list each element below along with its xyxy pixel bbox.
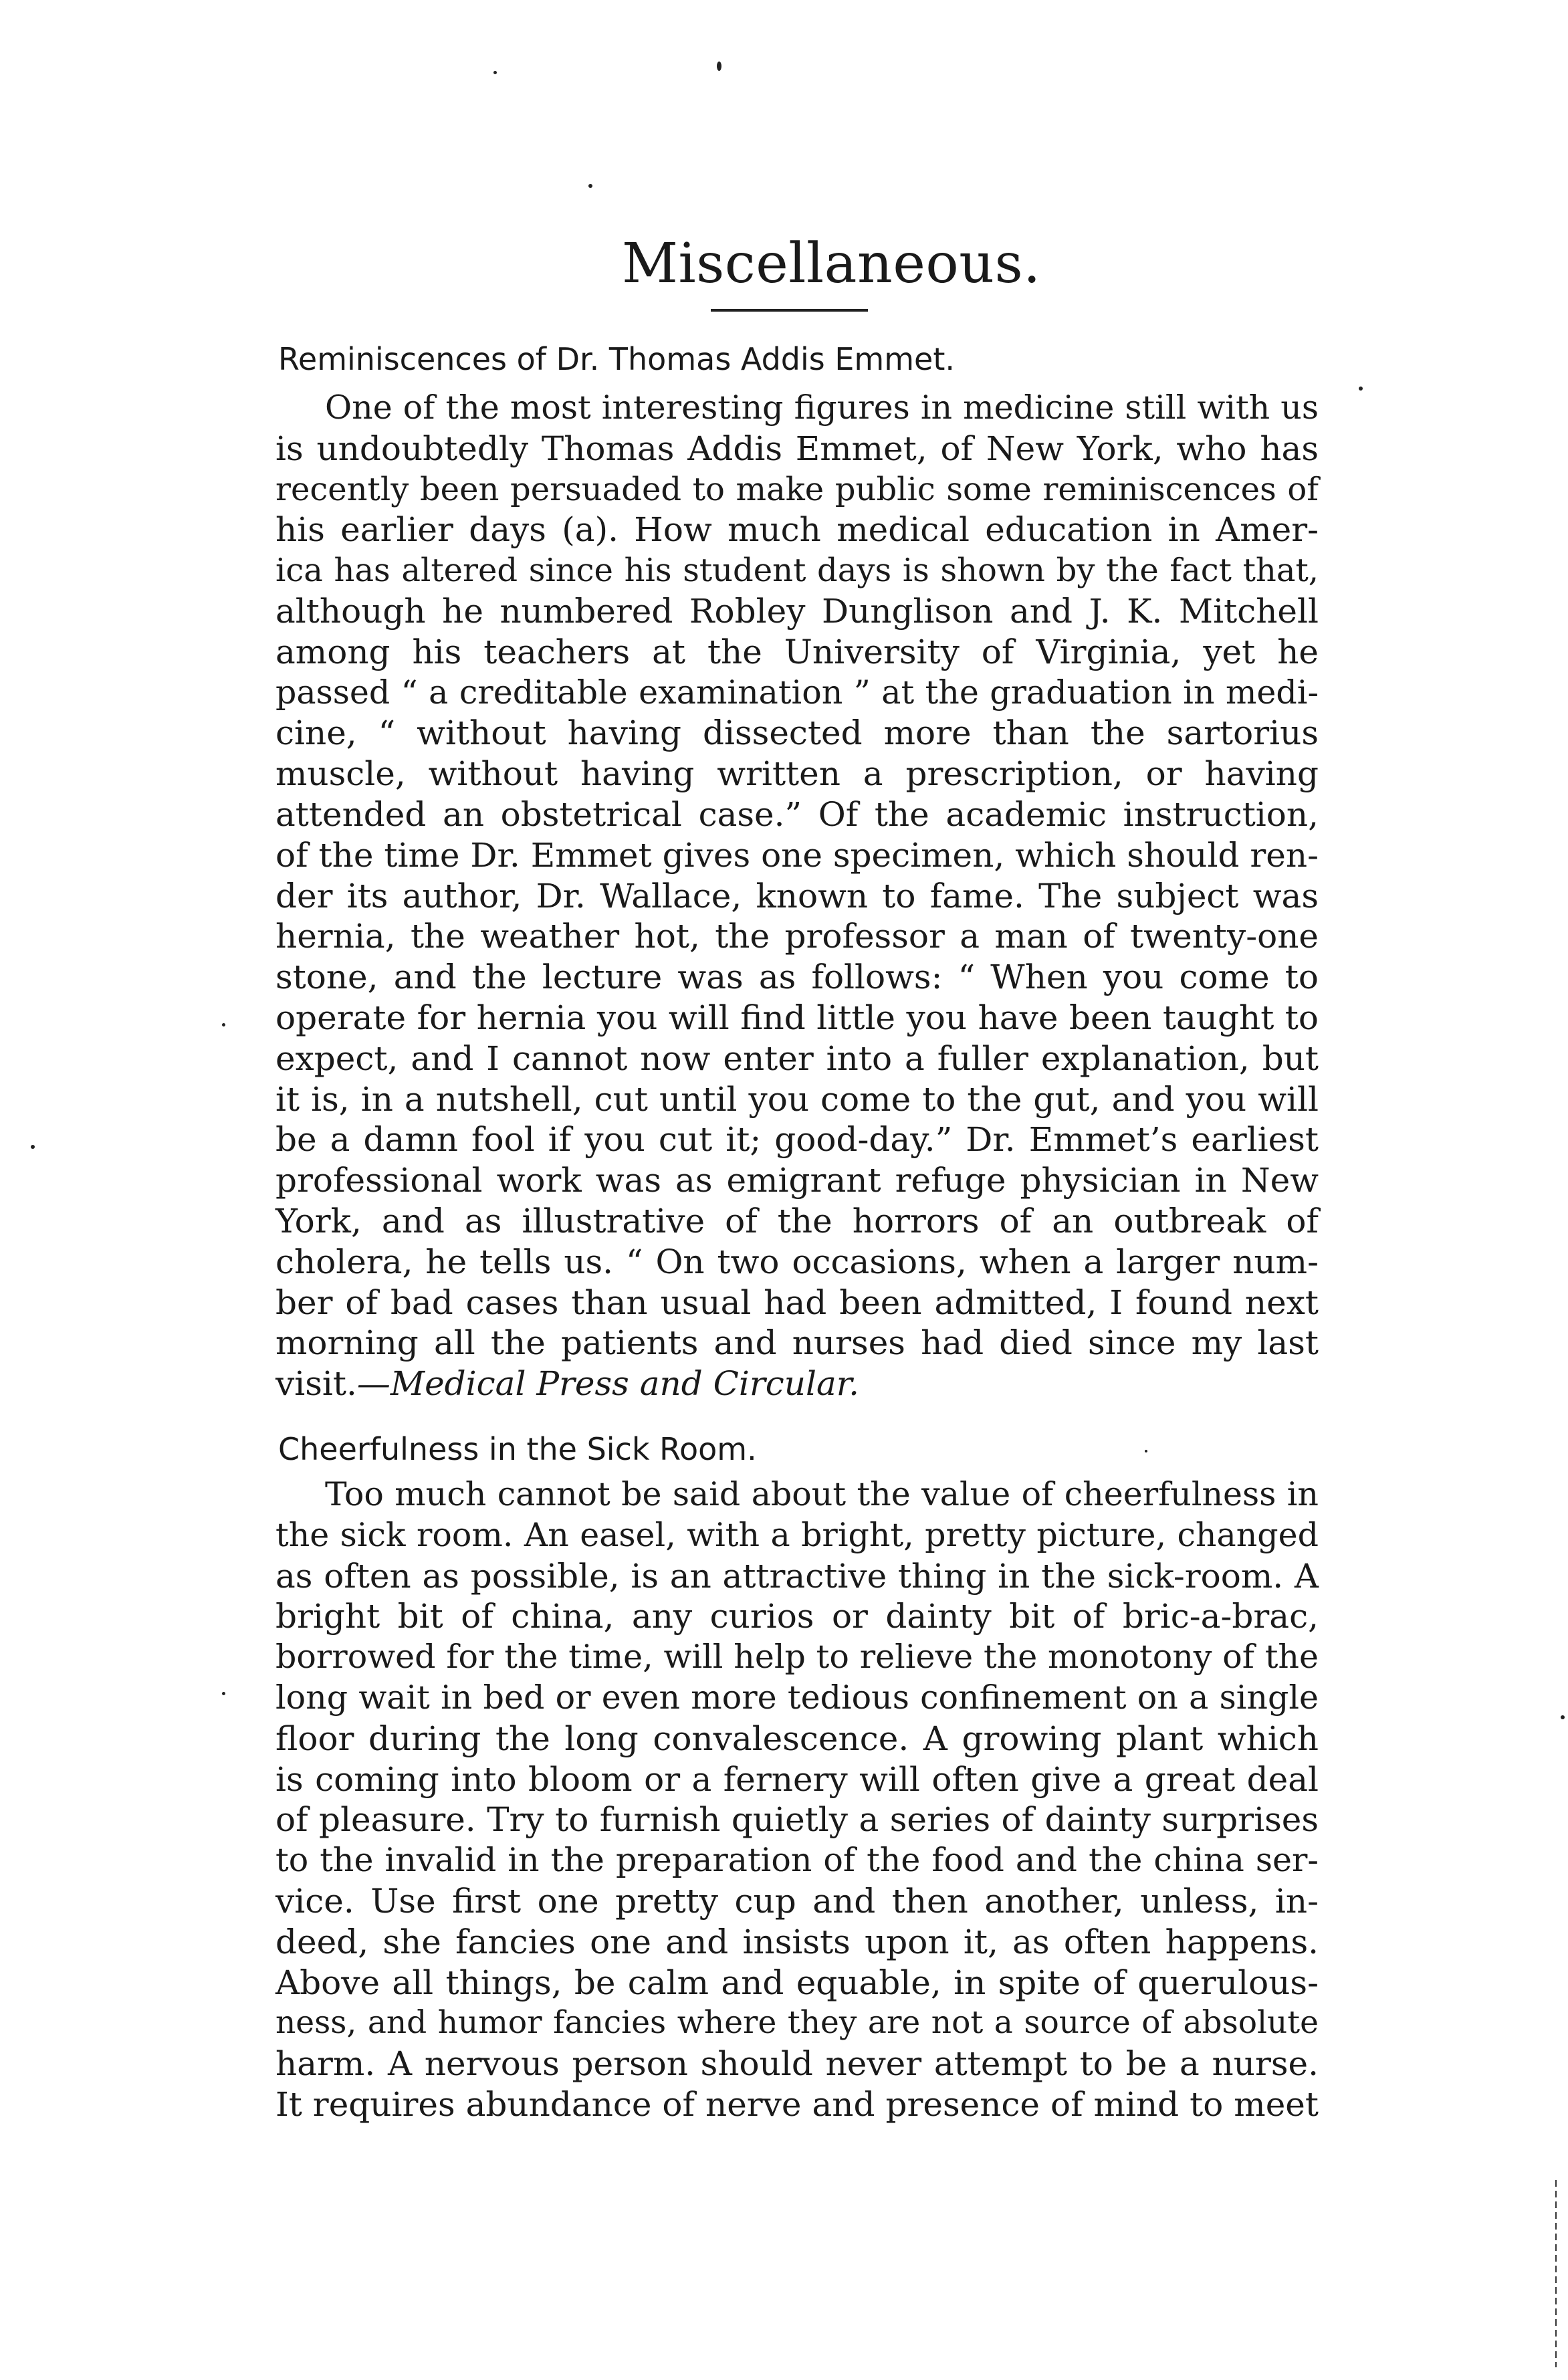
text-line: harm. A nervous person should never attempt to be a nurse. [275,2044,1319,2084]
text-line: be a damn fool if you cut it; good-day.” Dr. Emmet’s earliest [275,1120,1319,1160]
text-line: the sick room. An easel, with a bright, pretty picture, changed [275,1515,1319,1554]
scan-speck [1561,1715,1565,1719]
scan-edge-mark [1555,2180,1557,2367]
text-line: to the invalid in the preparation of the food and the china ser- [275,1841,1319,1880]
text-line: vice. Use first one pretty cup and then another, unless, in- [275,1881,1319,1921]
text-line: hernia, the weather hot, the professor a man of twenty-one [275,917,1319,956]
text-line: cholera, he tells us. “ On two occasions, when a larger num- [275,1242,1319,1281]
text-line: recently been persuaded to make public some reminiscences of [275,470,1319,508]
text-line: It requires abundance of nerve and presence of mind to meet [275,2084,1319,2124]
text-line: Above all things, be calm and equable, in spite of querulous- [275,1963,1319,2002]
scan-speck [1359,387,1363,391]
text-line: muscle, without having written a prescription, or having [275,754,1319,794]
text-line: is coming into bloom or a fernery will often give a great deal [275,1759,1319,1799]
text-line: der its author, Dr. Wallace, known to fame. The subject was [275,876,1319,915]
text-line: floor during the long convalescence. A growing plant which [275,1719,1319,1758]
text-line: ber of bad cases than usual had been admitted, I found next [275,1283,1319,1322]
text-line: deed, she fancies one and insists upon it, as often happens. [275,1922,1319,1961]
scan-speck [1145,1450,1147,1452]
article2-body [275,1475,1319,2125]
section-title: Miscellaneous. [622,232,1041,296]
text-line: professional work was as emigrant refuge physician in New [275,1161,1319,1200]
text-line: among his teachers at the University of Virginia, yet he [275,632,1319,671]
text-line: his earlier days (a). How much medical education in Amer- [275,510,1319,550]
scan-speck [222,1023,225,1026]
text-line: York, and as illustrative of the horrors of an outbreak of [275,1201,1319,1240]
text-line: passed “ a creditable examination ” at the graduation in medi- [275,673,1319,712]
text-line: as often as possible, is an attractive thing in the sick-room. A [275,1556,1319,1596]
article1-body [275,388,1319,1404]
text-line: although he numbered Robley Dunglison and J. K. Mitchell [275,591,1319,631]
text-line: stone, and the lecture was as follows: “ When you come to [275,958,1319,997]
text-line: operate for hernia you will find little you have been taught to [275,998,1319,1037]
text-line: ness, and humor fancies where they are not a source of absolute [275,2004,1319,2042]
title-rule [711,309,868,312]
last-line-text: visit. [275,1364,357,1404]
text-line: of pleasure. Try to furnish quietly a series of dainty surprises [275,1800,1319,1840]
text-line: ica has altered since his student days is shown by the fact that, [275,552,1319,590]
text-line: borrowed for the time, will help to relieve the monotony of the [275,1638,1319,1676]
scan-speck [222,1692,225,1695]
article2-heading: Cheerfulness in the Sick Room. [278,1431,757,1467]
text-line: expect, and I cannot now enter into a fuller explanation, but [275,1039,1319,1078]
text-line: it is, in a nutshell, cut until you come to the gut, and you will [275,1079,1319,1119]
scan-speck [493,71,497,74]
scan-speck [588,184,592,188]
text-line: Too much cannot be said about the value of cheerfulness in [325,1475,1319,1513]
scan-speck [31,1145,35,1149]
text-line: long wait in bed or even more tedious confinement on a single [275,1678,1319,1717]
text-line: bright bit of china, any curios or dainty bit of bric-a-brac, [275,1597,1319,1636]
text-line [275,1364,1319,1404]
text-line: of the time Dr. Emmet gives one specimen, which should ren- [275,835,1319,875]
text-line: cine, “ without having dissected more than the sartorius [275,714,1319,753]
text-line: is undoubtedly Thomas Addis Emmet, of New York, who has [275,429,1319,468]
article1-source: —Medical Press and Circular. [356,1364,860,1404]
article1-heading: Reminiscences of Dr. Thomas Addis Emmet. [278,341,955,377]
text-line: morning all the patients and nurses had died since my last [275,1323,1319,1363]
scan-speck [717,62,721,71]
text-line: attended an obstetrical case.” Of the academic instruction, [275,794,1319,834]
text-line: One of the most interesting figures in medicine still with us [325,389,1319,427]
